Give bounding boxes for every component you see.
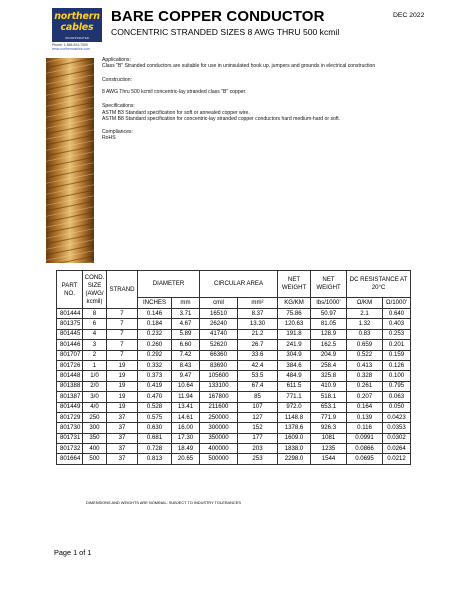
cell-lbs-1000: 1235	[311, 444, 347, 454]
cell-part: 801445	[57, 329, 83, 339]
table-row	[57, 412, 411, 422]
header-dc-resistance	[347, 271, 411, 298]
cell-strand: 37	[107, 444, 138, 454]
cell-kg-km: 304.9	[278, 350, 311, 360]
cell-ohm-km: 2.1	[347, 309, 383, 319]
cell-ohm-1000: 0.0212	[383, 454, 411, 464]
cell-strand: 19	[107, 381, 138, 391]
cell-mm: 8.43	[172, 360, 200, 370]
unit-mm: mm	[172, 298, 200, 309]
cell-mm: 4.67	[172, 319, 200, 329]
cell-cmil: 350000	[200, 433, 238, 443]
applications-text: Class "B" Stranded conductors are suitable for use in uninsulated hook up, jumpers and grounds in electrical construction	[102, 63, 376, 69]
header-cond-line4: kcmil)	[86, 297, 103, 305]
cell-inches: 0.813	[138, 454, 172, 464]
table-row	[57, 402, 411, 412]
cell-ohm-km: 0.261	[347, 381, 383, 391]
cell-cmil: 16510	[200, 309, 238, 319]
applications-heading: Applications:	[102, 57, 131, 63]
cell-ohm-km: 0.328	[347, 371, 383, 381]
table-row	[57, 381, 411, 391]
cell-part: 801730	[57, 423, 83, 433]
cell-inches: 0.419	[138, 381, 172, 391]
unit-lbs-1000ft: lbs/1000'	[311, 298, 347, 309]
cell-size: 1/0	[83, 371, 107, 381]
cell-ohm-1000: 0.201	[383, 340, 411, 350]
header-cond-line1: COND.	[84, 273, 105, 281]
logo-text-cables: cables	[60, 22, 94, 33]
cell-mm: 17.30	[172, 433, 200, 443]
cell-part: 801446	[57, 340, 83, 350]
cell-size: 400	[83, 444, 107, 454]
cell-mm2: 67.4	[238, 381, 278, 391]
logo-tagline: INCORPORATED	[64, 37, 90, 40]
cell-cmil: 52620	[200, 340, 238, 350]
cell-mm: 16.00	[172, 423, 200, 433]
cell-size: 2	[83, 350, 107, 360]
cell-ohm-1000: 0.159	[383, 350, 411, 360]
cell-inches: 0.630	[138, 423, 172, 433]
northern-cables-logo	[52, 8, 102, 42]
cell-kg-km: 384.6	[278, 360, 311, 370]
cell-ohm-km: 0.0991	[347, 433, 383, 443]
cell-kg-km: 120.63	[278, 319, 311, 329]
cell-mm: 14.61	[172, 412, 200, 422]
cell-mm: 11.94	[172, 392, 200, 402]
header-net-weight-kg	[278, 271, 311, 298]
cell-part: 801731	[57, 433, 83, 443]
header-circular-area: CIRCULAR AREA	[200, 271, 278, 298]
cell-kg-km: 1609.0	[278, 433, 311, 443]
copper-strand-drawing	[46, 58, 94, 263]
table-row	[57, 319, 411, 329]
cell-cmil: 83690	[200, 360, 238, 370]
cell-part: 801448	[57, 371, 83, 381]
unit-cmil: cmil	[200, 298, 238, 309]
cell-size: 250	[83, 412, 107, 422]
cell-ohm-1000: 0.0302	[383, 433, 411, 443]
conductor-spec-table	[56, 270, 411, 465]
cell-lbs-1000: 410.9	[311, 381, 347, 391]
cell-mm2: 26.7	[238, 340, 278, 350]
table-row	[57, 360, 411, 370]
cell-ohm-1000: 0.126	[383, 360, 411, 370]
cell-strand: 7	[107, 350, 138, 360]
cell-strand: 19	[107, 402, 138, 412]
copper-conductor-image	[46, 58, 94, 263]
unit-ohm-1000ft: Ω/1000'	[383, 298, 411, 309]
cell-size: 3	[83, 340, 107, 350]
cell-ohm-km: 0.207	[347, 392, 383, 402]
cell-lbs-1000: 926.3	[311, 423, 347, 433]
header-part-line2: NO.	[64, 289, 75, 297]
cell-mm2: 21.2	[238, 329, 278, 339]
cell-ohm-km: 1.32	[347, 319, 383, 329]
cell-lbs-1000: 81.05	[311, 319, 347, 329]
header-part-no	[57, 271, 83, 309]
cell-ohm-km: 0.83	[347, 329, 383, 339]
cell-ohm-km: 0.0866	[347, 444, 383, 454]
cell-strand: 37	[107, 433, 138, 443]
compliances-heading: Compliances:	[102, 129, 133, 135]
cell-part: 801444	[57, 309, 83, 319]
cell-ohm-1000: 0.0353	[383, 423, 411, 433]
cell-mm2: 253	[238, 454, 278, 464]
page-title: BARE COPPER CONDUCTOR	[111, 8, 325, 25]
cell-mm: 9.47	[172, 371, 200, 381]
cell-ohm-1000: 0.0264	[383, 444, 411, 454]
cell-cmil: 211600	[200, 402, 238, 412]
cell-kg-km: 484.9	[278, 371, 311, 381]
cell-kg-km: 75.86	[278, 309, 311, 319]
header-cond-size	[83, 271, 107, 309]
cell-kg-km: 1838.0	[278, 444, 311, 454]
compliances-text: RoHS	[102, 135, 116, 141]
cell-size: 350	[83, 433, 107, 443]
cell-inches: 0.528	[138, 402, 172, 412]
cell-mm2: 127	[238, 412, 278, 422]
cell-part: 801664	[57, 454, 83, 464]
cell-part: 801387	[57, 392, 83, 402]
cell-mm2: 85	[238, 392, 278, 402]
cell-cmil: 105600	[200, 371, 238, 381]
cell-mm: 20.65	[172, 454, 200, 464]
cell-size: 6	[83, 319, 107, 329]
table-row	[57, 454, 411, 464]
cell-part: 801726	[57, 360, 83, 370]
header-net-weight-lb	[311, 271, 347, 298]
cell-inches: 0.575	[138, 412, 172, 422]
cell-cmil: 133100	[200, 381, 238, 391]
contact-phone: Phone: 1-866-524-7050	[52, 43, 88, 47]
header-dc-resistance-line2: 20°C	[371, 284, 386, 291]
cell-size: 2/0	[83, 381, 107, 391]
cell-lbs-1000: 1081	[311, 433, 347, 443]
cell-part: 801707	[57, 350, 83, 360]
table-row	[57, 423, 411, 433]
table-row	[57, 340, 411, 350]
cell-mm: 6.60	[172, 340, 200, 350]
cell-kg-km: 1378.6	[278, 423, 311, 433]
cell-ohm-1000: 0.100	[383, 371, 411, 381]
specification-astm-b3: ASTM B3 Standard specification for soft or annealed copper wire.	[102, 110, 250, 116]
cell-mm2: 42.4	[238, 360, 278, 370]
document-date: DEC 2022	[393, 12, 425, 19]
cell-kg-km: 611.5	[278, 381, 311, 391]
cell-mm: 7.42	[172, 350, 200, 360]
cell-mm: 13.41	[172, 402, 200, 412]
cell-lbs-1000: 771.9	[311, 412, 347, 422]
cell-strand: 37	[107, 412, 138, 422]
cell-strand: 7	[107, 340, 138, 350]
cell-strand: 7	[107, 309, 138, 319]
header-cond-line2: SIZE	[87, 281, 102, 289]
cell-lbs-1000: 1544	[311, 454, 347, 464]
cell-inches: 0.332	[138, 360, 172, 370]
cell-kg-km: 2298.0	[278, 454, 311, 464]
cell-inches: 0.470	[138, 392, 172, 402]
cell-strand: 37	[107, 454, 138, 464]
cell-mm2: 152	[238, 423, 278, 433]
table-row	[57, 350, 411, 360]
cell-kg-km: 1148.8	[278, 412, 311, 422]
header-net-weight-lb-line1: NET	[322, 276, 335, 283]
cell-inches: 0.728	[138, 444, 172, 454]
cell-lbs-1000: 258.4	[311, 360, 347, 370]
page-number: Page 1 of 1	[54, 548, 92, 557]
cell-size: 1	[83, 360, 107, 370]
cell-ohm-1000: 0.050	[383, 402, 411, 412]
cell-cmil: 300000	[200, 423, 238, 433]
cell-inches: 0.146	[138, 309, 172, 319]
cell-mm2: 177	[238, 433, 278, 443]
cell-ohm-1000: 0.253	[383, 329, 411, 339]
cell-lbs-1000: 128.9	[311, 329, 347, 339]
cell-mm2: 8.37	[238, 309, 278, 319]
unit-mm2: mm²	[238, 298, 278, 309]
cell-part: 801375	[57, 319, 83, 329]
header-part-line1: PART	[61, 281, 78, 289]
cell-strand: 19	[107, 360, 138, 370]
logo-text-northern: northern	[54, 11, 100, 22]
construction-text: 8 AWG Thru 500 kcmil concentric-lay stranded class "B" copper.	[102, 89, 247, 95]
header-dc-resistance-line1: DC RESISTANCE AT	[349, 276, 408, 283]
cell-mm2: 13.30	[238, 319, 278, 329]
cell-ohm-km: 0.116	[347, 423, 383, 433]
cell-size: 300	[83, 423, 107, 433]
cell-part: 801729	[57, 412, 83, 422]
cell-lbs-1000: 325.8	[311, 371, 347, 381]
cell-mm: 10.64	[172, 381, 200, 391]
cell-cmil: 41740	[200, 329, 238, 339]
table-row	[57, 433, 411, 443]
cell-part: 801732	[57, 444, 83, 454]
cell-ohm-km: 0.522	[347, 350, 383, 360]
cell-inches: 0.373	[138, 371, 172, 381]
table-row	[57, 392, 411, 402]
cell-lbs-1000: 162.5	[311, 340, 347, 350]
cell-size: 4/0	[83, 402, 107, 412]
table-row	[57, 444, 411, 454]
specifications-heading: Specifications:	[102, 103, 135, 109]
cell-inches: 0.184	[138, 319, 172, 329]
cell-mm: 5.89	[172, 329, 200, 339]
construction-heading: Construction:	[102, 77, 133, 83]
cell-size: 4	[83, 329, 107, 339]
cell-part: 801388	[57, 381, 83, 391]
header-diameter: DIAMETER	[138, 271, 200, 298]
page-subtitle: CONCENTRIC STRANDED SIZES 8 AWG THRU 500 kcmil	[111, 27, 340, 37]
cell-strand: 37	[107, 423, 138, 433]
cell-cmil: 66360	[200, 350, 238, 360]
cell-cmil: 400000	[200, 444, 238, 454]
cell-mm2: 53.5	[238, 371, 278, 381]
cell-inches: 0.681	[138, 433, 172, 443]
cell-kg-km: 972.0	[278, 402, 311, 412]
cell-ohm-1000: 0.640	[383, 309, 411, 319]
cell-ohm-km: 0.659	[347, 340, 383, 350]
table-row	[57, 371, 411, 381]
cell-ohm-1000: 0.403	[383, 319, 411, 329]
cell-ohm-1000: 0.0423	[383, 412, 411, 422]
cell-inches: 0.232	[138, 329, 172, 339]
cell-lbs-1000: 518.1	[311, 392, 347, 402]
cell-size: 8	[83, 309, 107, 319]
cell-strand: 19	[107, 392, 138, 402]
header-net-weight-lb-line2: WEIGHT	[316, 284, 341, 291]
cell-lbs-1000: 50.97	[311, 309, 347, 319]
cell-lbs-1000: 204.9	[311, 350, 347, 360]
table-row	[57, 329, 411, 339]
specification-astm-b8: ASTM B8 Standard specification for concentric-lay stranded copper conductors hard medium-hard or soft.	[102, 116, 341, 122]
unit-ohm-km: Ω/KM	[347, 298, 383, 309]
cell-cmil: 167800	[200, 392, 238, 402]
header-strand: STRAND	[107, 271, 138, 309]
cell-ohm-km: 0.0695	[347, 454, 383, 464]
cell-size: 500	[83, 454, 107, 464]
unit-kg-km: KG/KM	[278, 298, 311, 309]
cell-ohm-km: 0.164	[347, 402, 383, 412]
cell-ohm-1000: 0.795	[383, 381, 411, 391]
cell-ohm-km: 0.139	[347, 412, 383, 422]
cell-lbs-1000: 653.1	[311, 402, 347, 412]
spec-table-body	[57, 309, 411, 465]
table-row	[57, 309, 411, 319]
cell-ohm-km: 0.413	[347, 360, 383, 370]
contact-website[interactable]: www.northerncables.com	[52, 47, 90, 51]
cell-ohm-1000: 0.063	[383, 392, 411, 402]
header-net-weight-kg-line2: WEIGHT	[281, 284, 307, 291]
cell-kg-km: 241.9	[278, 340, 311, 350]
cell-inches: 0.292	[138, 350, 172, 360]
cell-mm2: 33.6	[238, 350, 278, 360]
cell-strand: 7	[107, 329, 138, 339]
cell-mm2: 107	[238, 402, 278, 412]
unit-inches: INCHES	[138, 298, 172, 309]
cell-mm: 18.49	[172, 444, 200, 454]
cell-size: 3/0	[83, 392, 107, 402]
cell-cmil: 250000	[200, 412, 238, 422]
header-net-weight-kg-line1: NET	[287, 276, 301, 283]
cell-kg-km: 771.1	[278, 392, 311, 402]
cell-cmil: 26240	[200, 319, 238, 329]
cell-cmil: 500000	[200, 454, 238, 464]
header-cond-line3: (AWG/	[85, 289, 104, 297]
cell-part: 801449	[57, 402, 83, 412]
cell-mm: 3.71	[172, 309, 200, 319]
cell-mm2: 203	[238, 444, 278, 454]
cell-kg-km: 191.8	[278, 329, 311, 339]
tolerance-footnote: DIMENSIONS AND WEIGHTS ARE NOMINAL: SUBJECT TO INDUSTRY TOLERANCES	[86, 500, 241, 505]
cell-strand: 7	[107, 319, 138, 329]
cell-strand: 19	[107, 371, 138, 381]
cell-inches: 0.260	[138, 340, 172, 350]
